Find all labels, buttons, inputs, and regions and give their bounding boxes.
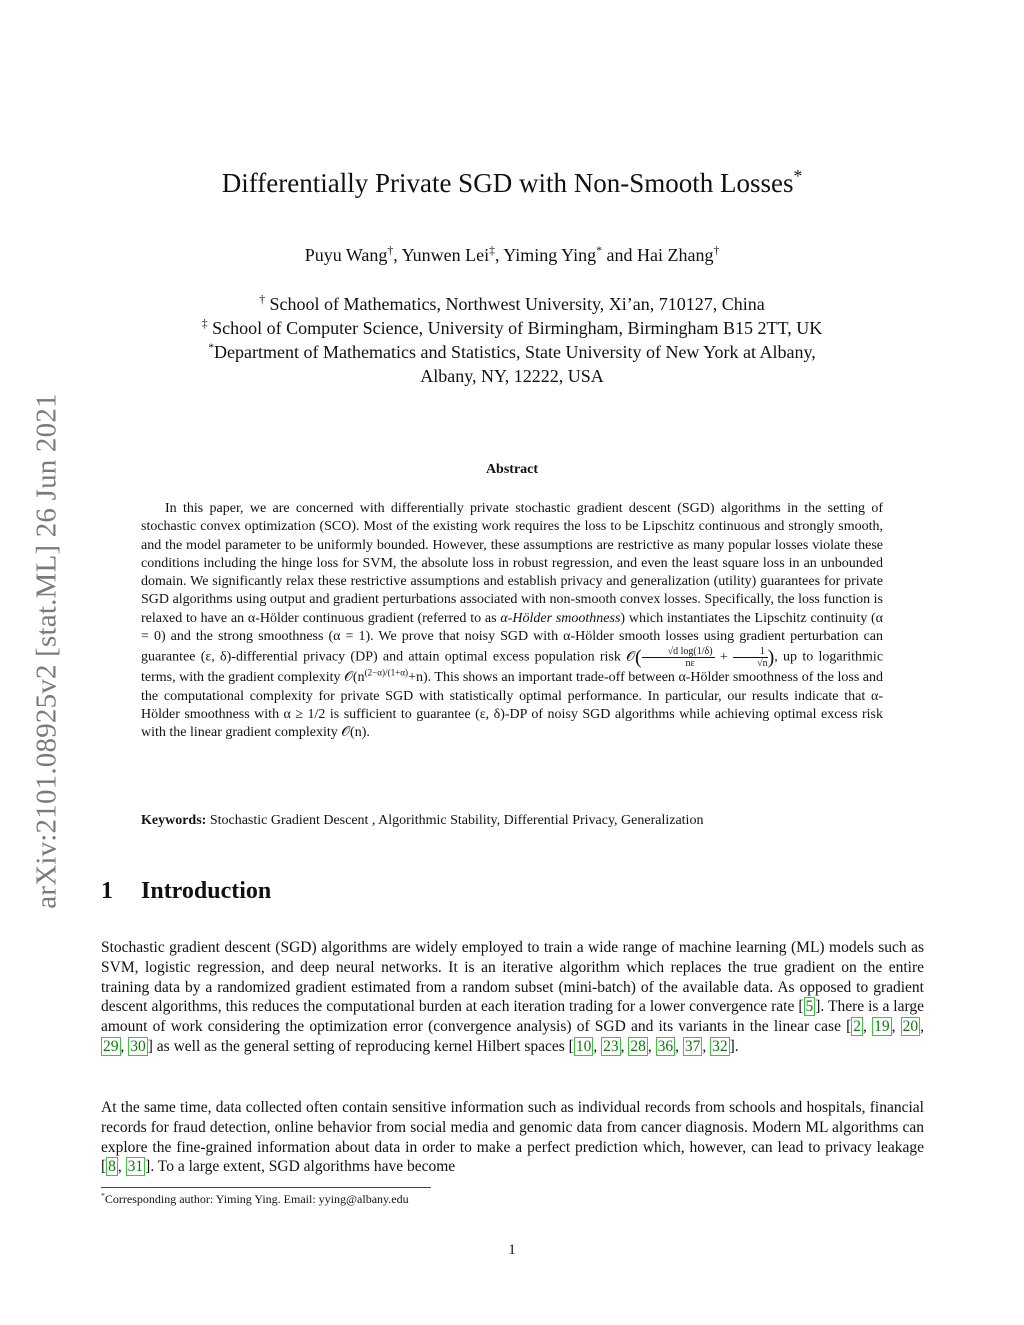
footnote-mark: *: [101, 1191, 105, 1200]
author-3: Yiming Ying* and: [503, 244, 637, 265]
citation-link[interactable]: 23: [603, 1037, 619, 1055]
affiliation-1: † School of Mathematics, Northwest University, Xi’an, 710127, China: [259, 293, 765, 314]
section-title: Introduction: [141, 878, 272, 904]
risk-formula: 𝒪( $\frac{\text{√d log(1/δ)}}{n\varepsilon}$ + $\frac{1}{√n}$ ): [626, 646, 775, 670]
arxiv-identifier: arXiv:2101.08925v2 [stat.ML] 26 Jun 2021: [30, 393, 63, 909]
risk-fraction-1: $\frac{\text{√d log(1/δ)}}{n\varepsilon}$: [642, 646, 715, 669]
citation-link[interactable]: 5: [805, 998, 814, 1016]
author-4: Hai Zhang†: [636, 244, 720, 265]
page-number: 1: [508, 1242, 516, 1258]
author-list: [0, 245, 1024, 266]
citation-link[interactable]: 30: [130, 1037, 146, 1055]
affiliation-3: *Department of Mathematics and Statistics, State University of New York at Albany,: [208, 341, 816, 362]
abstract-body: In this paper, we are concerned with differentially private stochastic gradient descent (SGD) algorithms in the setting of stochastic convex optimization (SCO). Most of the existing work requires the loss to be Lipschitz continuous and strongly smooth, and the model parameter to be uniformly bounded. However, these assumptions are restrictive as many popular losses violate these conditions including the hinge loss for SVM, the absolute loss in robust regression, and even the least square loss in an unbounded domain. We significantly relax these restrictive assumptions and establish privacy and generalization (utility) guarantees for private SGD algorithms using output and gradient perturbations associated with non-smooth convex losses. Specifically, the loss function is relaxed to have an α-Hölder continuous gradient (referred to as α-Hölder smoothness) which instantiates the Lipschitz continuity (α = 0) and the strong smoothness (α = 1). We prove that noisy SGD with α-Hölder smooth losses using gradient perturbation can guarantee (ε, δ)-differential privacy (DP) and attain optimal excess population risk 𝒪( $\frac{\text{√d log(1/δ)}}{n\varepsilon}$ + $\frac{1}{√n}$ ), up to logarithmic terms, with the gradient complexity $𝒪(n^{(2-\alpha)/(1+\alpha)}+n)$. This shows an important trade-off between α-Hölder smoothness of the loss and the computational complexity for private SGD with statistically optimal performance. In particular, our results indicate that α-Hölder smoothness with α ≥ 1/2 is sufficient to guarantee (ε, δ)-DP of noisy SGD algorithms while achieving optimal excess risk with the linear gradient complexity 𝒪(n).: [141, 501, 884, 741]
author-2: Yunwen Lei‡,: [401, 244, 504, 265]
citation-link[interactable]: 31: [127, 1158, 144, 1176]
citation-link[interactable]: 19: [874, 1018, 890, 1036]
paper-title: [0, 168, 1024, 199]
title-footnote-mark: *: [793, 166, 803, 186]
citation-link[interactable]: 37: [684, 1037, 701, 1055]
citation-link[interactable]: 20: [902, 1018, 919, 1036]
intro-paragraph-1: Stochastic gradient descent (SGD) algorithms are widely employed to train a wide range of machine learning (ML) models such as SVM, logistic regression, and deep neural networks. It is an iterative algorithm which replaces the true gradient on the entire training data by a randomized gradient estimated from a random subset (mini-batch) of the available data. As opposed to gradient descent algorithms, this reduces the computational burden at each iteration trading for a lower convergence rate [ 5 ]. There is a large amount of work considering the optimization error (convergence analysis) of SGD and its variants in the linear case [ 2 , 19 , 20 , 29 , 30 ] as well as the general setting of reproducing kernel Hilbert spaces [ 10 , 23 , 28 , 36 , 37 , 32 ].: [101, 939, 925, 1055]
abstract-heading: Abstract: [485, 462, 539, 477]
citation-link[interactable]: 10: [575, 1037, 592, 1055]
citation-link[interactable]: 29: [103, 1037, 119, 1055]
affiliation-3-cont: Albany, NY, 12222, USA: [420, 366, 604, 386]
intro-paragraph-2: At the same time, data collected often contain sensitive information such as individual records from schools and hospitals, financial records for fraud detection, online behavior from social media and genomic data from cancer diagnosis. Modern ML algorithms can explore the fine-grained information about data in order to make a perfect prediction which, however, can lead to privacy leakage [ 8 , 31 ]. To a large extent, SGD algorithms have become: [101, 1099, 924, 1176]
affiliation-2: ‡ School of Computer Science, University of Birmingham, Birmingham B15 2TT, UK: [201, 317, 823, 338]
citation-link[interactable]: 8: [108, 1158, 116, 1176]
citation-link[interactable]: 28: [630, 1037, 646, 1055]
paper-title-text: Differentially Private SGD with Non-Smooth Losses: [221, 168, 794, 198]
citation-link[interactable]: 2: [853, 1018, 862, 1036]
footnote-text: Corresponding author: Yiming Ying. Email: yying@albany.edu: [104, 1192, 409, 1206]
keywords-label: Keywords:: [141, 813, 207, 828]
section-heading-introduction: [101, 878, 271, 905]
footnote: [101, 1192, 409, 1207]
complexity-formula: $𝒪(n^{(2-\alpha)/(1+\alpha)}$: [344, 667, 409, 686]
section-number: 1: [101, 878, 113, 904]
keywords-line: [141, 813, 883, 829]
holder-smoothness-term: α-Hölder smoothness: [500, 610, 621, 626]
author-1: Puyu Wang†,: [304, 244, 402, 265]
footnote-rule: [101, 1187, 431, 1188]
risk-fraction-2: $\frac{1}{√n}$: [733, 646, 768, 669]
citation-link[interactable]: 36: [657, 1037, 674, 1055]
keywords-text: Stochastic Gradient Descent , Algorithmic Stability, Differential Privacy, Generalization: [206, 813, 704, 828]
citation-link[interactable]: 32: [712, 1037, 728, 1055]
